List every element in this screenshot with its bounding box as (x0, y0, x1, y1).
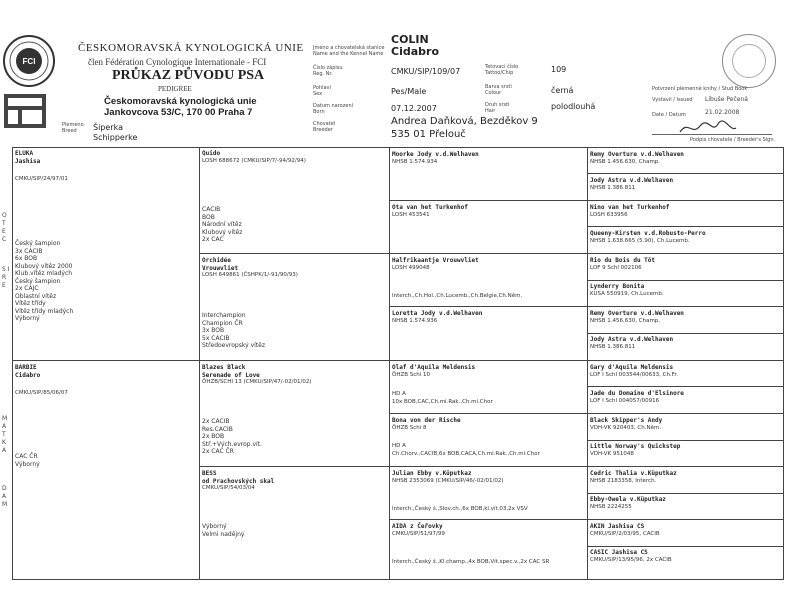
title-line: CACIB (202, 206, 221, 213)
gen4-cell (590, 443, 782, 458)
title-line: Interchampion (202, 312, 246, 319)
official-stamp-inner (732, 44, 766, 78)
title-line: Výborný (15, 460, 40, 468)
gen1-dam-reg: CMKU/SIP/85/06/07 (15, 390, 68, 396)
gen4-cell (590, 204, 782, 219)
gen3-reg: NHSB 1.574.934 (392, 158, 438, 165)
gen3-cell (392, 364, 584, 379)
grid-row-line (389, 519, 784, 520)
gen2-name-2: Serenade of Love (202, 371, 260, 379)
side-label-sire: S I R E (2, 266, 10, 289)
side-label-dam: D A M (2, 485, 8, 508)
gen1-sire-reg: CMKU/SIP/24/97/01 (15, 176, 68, 182)
gen4-reg: CMKU/SIP/13/95/96, 2x CACIB (590, 556, 672, 563)
breeder-value-2: 535 01 Přelouč (391, 129, 466, 140)
gen4-name: AKIN Jashisa CS (590, 523, 645, 530)
title-line: Výborný (15, 315, 40, 322)
gen4-cell (590, 336, 782, 351)
address-line-2: Jankovcova 53/C, 170 00 Praha 7 (104, 107, 253, 118)
reg-value: CMKU/SIP/109/07 (391, 67, 461, 76)
gen2-titles (202, 523, 386, 538)
dog-name-2: Cidabro (391, 45, 439, 58)
gen4-reg: KUSA 550919, Ch.Lucemb. (590, 290, 664, 297)
gen1-sire-name-1: ELUKA (15, 150, 34, 157)
gen4-reg: CMKU/SIP/2/03/95, CACIB (590, 530, 660, 537)
title-line: 2x CAC ČR (202, 448, 234, 455)
grid-row-line (587, 280, 784, 281)
dog-name-1: COLIN (391, 33, 429, 46)
gen4-name: Rio du Bois du Tôt (590, 257, 656, 264)
title-line: Klubový vítěz 2000 (15, 262, 73, 270)
gen2-reg: LOSH 649861 (ČSHPK/1/-91/90/93) (202, 272, 298, 278)
title-line: CAC ČR (15, 453, 38, 460)
gen3-name: Julian Ebby v.Küputkaz (392, 470, 472, 477)
title-line: Oblastní vítěz (15, 292, 57, 300)
grid-row-line (587, 546, 784, 547)
gen3-titles: Interch.,Český š.,Kl.champ.,4x BOB,Vít.spec.v.,2x CAC SR (392, 559, 550, 565)
title-line: 3x BOB (202, 327, 225, 334)
title-line: Klubový vítěz (202, 228, 243, 236)
tattoo-label: Tetovací číslo Tattoo/Chip (485, 64, 519, 76)
breeder-value-1: Andrea Daňková, Bezděkov 9 (391, 116, 538, 127)
gen3-cell (392, 151, 584, 166)
title-line: Champion ČR (202, 319, 243, 327)
title-line: Res.CACIB (202, 425, 233, 433)
side-label-otec: O T E C (2, 212, 7, 243)
grid-row-line (587, 333, 784, 334)
gen2-name-1: Blazes Black (202, 364, 246, 371)
gen2-cell (202, 257, 386, 280)
gen4-cell (590, 257, 782, 272)
org-name: ČESKOMORAVSKÁ KYNOLOGICKÁ UNIE (78, 42, 304, 54)
gen3-reg: NHSB 2353069 (CMKU/SIP/46/-02/01/02) (392, 477, 504, 484)
gen2-name-1: BESS (202, 470, 217, 477)
colour-value: černá (551, 86, 574, 95)
gen1-sire-cell (15, 150, 195, 184)
gen3-name: Olaf d'Aquila Meldensis (392, 364, 476, 371)
signature-line (652, 134, 772, 135)
grid-row-line (199, 253, 784, 254)
title-line: Výborný (202, 523, 227, 530)
gen2-reg: ÖHZB/SCHI 13 (CMKU/SIP/47/-02/01/02) (202, 379, 312, 385)
gen2-cell (202, 470, 386, 493)
gen4-cell (590, 310, 782, 325)
gen3-reg: NHSB 1.574.936 (392, 317, 438, 324)
gen2-name-1: Quido (202, 150, 221, 157)
gen1-dam-name-2: Cidabro (15, 371, 41, 379)
breeder-label: Chovatel Breeder (313, 121, 336, 133)
gen3-titles: Interch.,Ch.Hol.,Ch.Lucemb.,Ch.Belgie,Ch.Něm. (392, 293, 523, 299)
gen4-cell (590, 283, 782, 298)
breed-en: Schipperke (93, 133, 138, 142)
grid-row-line (587, 493, 784, 494)
gen4-cell (590, 390, 782, 405)
grid-col-line (587, 147, 588, 580)
gen3-cell (392, 310, 584, 325)
name-label: Jméno a chovatelská stanice Name and the Kennel Name (313, 45, 385, 57)
gen2-titles (202, 312, 386, 350)
title-line: 2x CACIB (202, 418, 230, 425)
dob-label: Datum narození Born (313, 103, 353, 115)
title-line: 2x BOB (202, 433, 225, 440)
gen1-dam-cell (15, 364, 195, 398)
gen1-dam-titles (15, 453, 195, 468)
title-line: 3x CACIB (15, 247, 43, 255)
gen2-name-1: Orchidée (202, 257, 231, 264)
gen3-name: AIDA z Čeřovky (392, 523, 443, 530)
gen4-name: Little Norway's Quickstep (590, 443, 681, 450)
breeder-sign-label: Podpis chovatele / Breeder's Sign. (690, 137, 776, 143)
colour-label: Barva srsti Colour (485, 84, 512, 96)
sex-label: Pohlaví Sex (313, 85, 331, 97)
gen4-reg: VDH-VK 920403, Ch.Něm. (590, 424, 662, 431)
gen4-reg: NHSB 2183358, Interch. (590, 477, 657, 484)
gen3-cell (392, 470, 584, 485)
date-label: Date / Datum (652, 112, 686, 118)
title-line: Český šampion (15, 240, 61, 247)
grid-row-line (389, 413, 784, 414)
grid-row-line (12, 360, 784, 361)
gen1-sire-name-2: Jashisa (15, 157, 41, 165)
gen3-reg: ÖHZB Schi 10 (392, 371, 431, 378)
gen2-name-2: od Prachovských skal (202, 477, 275, 485)
gen4-cell (590, 417, 782, 432)
title-line: Národní vítěz (202, 221, 242, 228)
gen4-reg: LOSH 633956 (590, 211, 628, 218)
grid-col-line (389, 147, 390, 580)
gen4-reg: NHSB 2224255 (590, 503, 632, 510)
doc-title: PRŮKAZ PŮVODU PSA (112, 68, 265, 83)
gen4-reg: LOF I Schl 004057/00916 (590, 397, 660, 404)
gen2-reg: LOSH 688672 (CMKU/SIP/7/-94/92/94) (202, 157, 306, 164)
gen4-name: Jody Astra v.d.Welhaven (590, 336, 674, 343)
gen3-reg: CMKU/SIP/51/97/99 (392, 530, 445, 537)
grid-row-line (199, 466, 784, 467)
gen4-name: Queeny-Kirsten v.d.Robusto-Perro (590, 230, 706, 237)
side-label-matka: M A T K A (2, 415, 8, 454)
gen4-cell (590, 470, 782, 485)
fci-logo-graphic (2, 33, 56, 93)
stud-book-label: Potvrzení plemenné knihy / Stud Book (652, 86, 748, 92)
address-line-1: Českomoravská kynologická unie (104, 96, 257, 107)
issued-value: Libuše Pečená (705, 96, 748, 103)
gen3-titles: Interch.,Český š.,Slov.ch.,6x BOB,kl.vít.03,2x VSV (392, 506, 528, 512)
gen2-reg: CMKU/SIP/54/03/04 (202, 485, 255, 491)
title-line: Stř.+Vých.evrop.vít. (202, 440, 262, 448)
title-line: Velmi nadějný (202, 530, 245, 538)
gen4-reg: LOF 9 Schl 002106 (590, 264, 642, 271)
gen4-name: Jody Astra v.d.Welhaven (590, 177, 674, 184)
breed-cz: Šiperka (93, 123, 123, 132)
cmku-logo (4, 94, 46, 128)
gen4-reg: NHSB 1.386.811 (590, 343, 636, 350)
gen2-cell (202, 150, 386, 165)
gen4-name: Lynderry Bonita (590, 283, 645, 290)
title-line: 2x CAC (202, 236, 224, 243)
gen4-reg: VDH-VK 951048 (590, 450, 634, 457)
fci-logo (2, 33, 56, 93)
title-line: Český šampion (15, 277, 61, 285)
title-line: 2x CAJC (15, 285, 39, 292)
signature-graphic (678, 118, 738, 138)
grid-row-line (587, 440, 784, 441)
gen3-titles: HD A 10x BOB,CAC,Ch.mi.Rak.,Ch.mi.Chor (392, 391, 493, 405)
hair-label: Druh srsti Hair (485, 102, 510, 114)
gen3-reg: LOSH 499048 (392, 264, 430, 271)
fci-logo-text: FCI (22, 57, 36, 66)
reg-label: Číslo zápisu Reg. Nr. (313, 65, 343, 77)
gen3-cell (392, 257, 584, 272)
gen4-reg: LOF I Schl 003544/00633, Ch.Fr. (590, 371, 678, 378)
gen4-reg: NHSB 1.456.630, Champ. (590, 158, 661, 165)
dob-value: 07.12.2007 (391, 104, 437, 113)
hair-value: polodlouhá (551, 102, 596, 111)
title-line: Klub.vítěz mladých (15, 270, 73, 277)
gen3-name: Loretta Jody v.d.Welhaven (392, 310, 483, 317)
grid-row-line (587, 173, 784, 174)
gen2-cell (202, 364, 386, 387)
gen4-cell (590, 230, 782, 245)
gen4-name: Black Skipper's Andy (590, 417, 663, 424)
gen3-reg: ÖHZB Schi 8 (392, 424, 427, 431)
gen4-reg: NHSB 1.456.630, Champ. (590, 317, 661, 324)
gen4-reg: NHSB 1.638.665 (5.90), Ch.Lucemb. (590, 237, 690, 244)
gen4-cell (590, 549, 782, 564)
gen3-name: Moorke Jody v.d.Welhaven (392, 151, 479, 158)
gen3-name: Bona von der Rische (392, 417, 461, 424)
tattoo-value: 109 (551, 65, 567, 74)
title-line: Vítěz třídy (15, 300, 46, 307)
gen3-name: Halfrikaantje Vrouwvliet (392, 257, 479, 264)
gen4-name: CASIC Jashisa CS (590, 549, 648, 556)
issued-label: Vystavil / Issued (652, 97, 693, 103)
gen4-cell (590, 177, 782, 192)
fci-member-line: člen Fédération Cynologique Internationale - FCI (88, 57, 267, 67)
title-line: Středoevropský vítěz (202, 342, 265, 349)
grid-row-line (587, 386, 784, 387)
gen1-dam-name-1: BARBIE (15, 364, 37, 371)
gen4-name: Jade du Domaine d'Elsinore (590, 390, 684, 397)
grid-col-line (199, 147, 200, 580)
gen4-name: Nino van het Turkenhof (590, 204, 670, 211)
gen4-name: Remy Overture v.d.Welhaven (590, 310, 684, 317)
gen4-name: Cedric Thalia v.Küputkaz (590, 470, 677, 477)
gen4-name: Remy Overture v.d.Welhaven (590, 151, 684, 158)
gen3-name: Ota van het Turkenhof (392, 204, 468, 211)
doc-subtitle: PEDIGREE (158, 85, 192, 93)
grid-row-line (389, 200, 784, 201)
title-line: BOB (202, 213, 215, 221)
gen4-reg: NHSB 1.386.811 (590, 184, 636, 191)
gen1-sire-titles (15, 240, 195, 323)
gen2-titles (202, 418, 386, 456)
title-line: 5x CACIB (202, 334, 230, 342)
gen4-cell (590, 151, 782, 166)
gen3-titles: HD A Ch.Chorv.,CACIB,6x BOB,CACA,Ch.mi.Rak.,Ch.mi.Chor (392, 443, 540, 457)
gen4-cell (590, 364, 782, 379)
title-line: 6x BOB (15, 255, 38, 262)
gen3-cell (392, 204, 584, 219)
gen3-reg: LOSH 453541 (392, 211, 430, 218)
gen4-cell (590, 496, 782, 511)
grid-row-line (389, 306, 784, 307)
gen3-cell (392, 523, 584, 538)
gen4-name: Ebby-Owela v.Küputkaz (590, 496, 666, 503)
title-line: Vítěz třídy mladých (15, 307, 74, 315)
gen2-titles (202, 206, 386, 244)
gen2-name-2: Vrouwvliet (202, 264, 239, 272)
gen4-cell (590, 523, 782, 538)
date-value: 21.02.2008 (705, 109, 740, 116)
breed-label: Plemeno Breed (62, 122, 84, 134)
gen4-name: Gary d'Aquila Meldensis (590, 364, 674, 371)
sex-value: Pes/Male (391, 87, 427, 96)
gen3-cell (392, 417, 584, 432)
grid-row-line (587, 226, 784, 227)
